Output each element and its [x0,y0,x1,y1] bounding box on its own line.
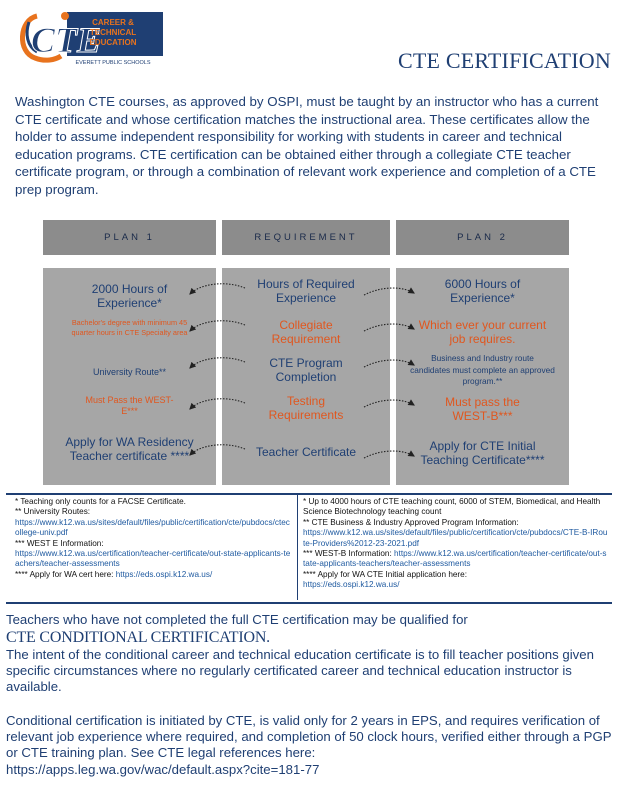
plan-1-hours: 2000 Hours of Experience* [91,282,168,310]
note-right-1: * Up to 4000 hours of CTE teaching count, 6000 of STEM, Biomedical, and Health Science Biotechnology teaching count [303,497,601,517]
conditional-heading: CTE CONDITIONAL CERTIFICATION. [6,629,270,646]
note-left-3: *** WEST E Information: [15,538,104,548]
note-right-3: *** WEST-B Information: [303,549,395,559]
logo-line-3: EDUCATION [89,38,137,47]
req-certificate: Teacher Certificate [255,445,357,459]
plan-2-column [396,268,569,485]
conditional-lead: Teachers who have not completed the full CTE certification may be qualified for [6,612,468,627]
req-collegiate: Collegiate Requirement [271,318,341,346]
logo-line-2: TECHNICAL [89,28,137,37]
footnotes-plan-1 [15,497,291,580]
intro-paragraph: Washington CTE courses, as approved by OSPI, must be taught by an instructor who has a current CTE certificate and whose certification matches the instructional area. These certificates allow the holder to assume independent responsibility for working with students in career and technical education programs. CTE certification can be obtained either through a collegiate CTE teacher certificate program, or through a combination of relevant work experience and completion of a CTE prep program. [15,94,599,197]
plan-1-column [43,268,216,485]
footnotes-plan-2 [303,497,608,591]
plan-2-hours: 6000 Hours of Experience* [444,277,521,305]
conditional-initiated: Conditional certification is initiated by CTE, is valid only for 2 years in EPS, and requires verification of relevant job experience where required, and completion of 50 clock hours, verified either through a PGP or CTE training plan. See CTE legal references here: [6,713,612,760]
requirement-header: REQUIREMENT [222,220,390,255]
footnote-divider [297,495,298,600]
req-program: CTE Program Completion [269,356,343,384]
note-right-4: **** Apply for WA CTE Initial application here: [303,569,467,579]
note-right-4-link[interactable]: https://eds.ospi.k12.wa.us/ [303,580,400,590]
logo-line-1: CAREER & [92,18,134,27]
plan-1-route: University Route** [92,367,167,377]
plan-1-apply: Apply for WA Residency Teacher certificate **** [65,435,194,463]
plan-1-degree: Bachelor's degree with minimum 45 quarter hours in CTE Specialty area [71,318,188,337]
req-hours: Hours of Required Experience [257,277,355,305]
requirement-column [222,268,390,485]
note-right-2: ** CTE Business & Industry Approved Program Information: [303,517,519,527]
logo-letters: CTE [31,20,102,60]
conditional-legal-link[interactable]: https://apps.leg.wa.gov/wac/default.aspx?cite=181-77 [6,762,320,777]
footnote-top-rule [6,493,612,495]
logo-tagline: EVERETT PUBLIC SCHOOLS [75,60,151,66]
plan-2-test: Must pass the WEST-B*** [445,395,520,423]
note-left-4-link[interactable]: https://eds.ospi.k12.wa.us/ [115,569,213,579]
plan-2-header: PLAN 2 [396,220,569,255]
note-right-3-link[interactable]: https://www.k12.wa.us/certification/teacher-certificate/out-state-applicants-teachers/teacher-assessments [303,549,607,569]
plan-1-test: Must Pass the WEST-E*** [85,395,174,416]
cte-logo [15,8,165,66]
note-left-1: * Teaching only counts for a FACSE Certificate. [15,497,186,506]
note-left-2-link[interactable]: https://www.k12.wa.us/sites/default/files/public/certification/cte/pubdocs/ctecollege-univ.pdf [15,517,290,538]
plan-2-apply: Apply for CTE Initial Teaching Certificate**** [420,439,545,467]
note-left-2: ** University Routes: [15,507,91,517]
req-testing: Testing Requirements [268,394,344,422]
plan-2-route: Business and Industry route candidates must complete an approved program.** [410,353,555,386]
plan-1-header: PLAN 1 [43,220,216,255]
note-left-4: **** Apply for WA cert here: [15,569,116,579]
page-title: CTE CERTIFICATION [398,48,611,73]
note-right-2-link[interactable]: https://www.k12.wa.us/sites/default/files/public/certification/cte/pubdocs/CTE-B-IRoute-Providers%2012-23-2021.pdf [303,528,608,548]
note-left-3-link[interactable]: https://www.k12.wa.us/certification/teacher-certificate/out-state-applicants-teachers/teacher-assessments [15,549,291,569]
conditional-intent: The intent of the conditional career and technical education certificate is to fill teacher positions given specific circumstances where no regularly certificated career and technical education instructor is available. [6,647,594,694]
plan-2-which: Which ever your current job requires. [418,318,547,346]
footnote-bottom-rule [6,602,612,604]
